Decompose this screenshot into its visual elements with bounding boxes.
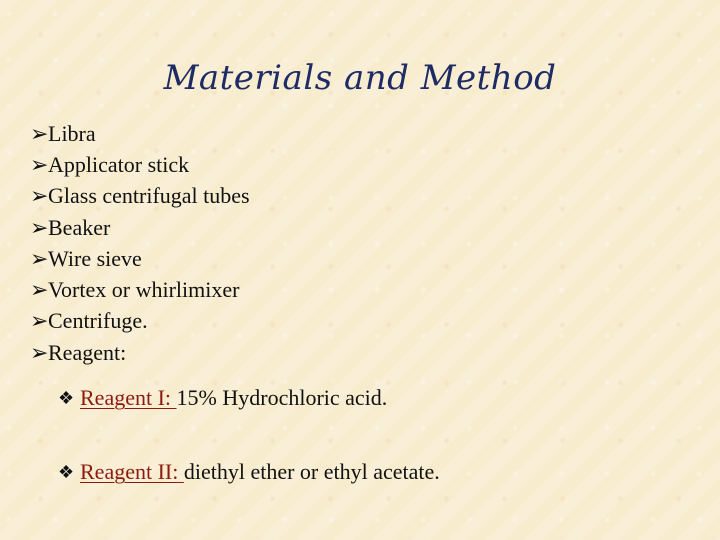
diamond-bullet-icon: ❖	[58, 388, 75, 408]
list-item	[30, 149, 250, 180]
reagent-list	[58, 382, 440, 530]
list-item-text: Beaker	[48, 214, 111, 240]
list-item-text: Centrifuge.	[48, 308, 148, 334]
list-item	[30, 118, 250, 149]
list-item-text: Reagent:	[48, 339, 127, 365]
reagent-text: diethyl ether or ethyl acetate.	[183, 459, 440, 484]
arrow-bullet-icon: ➢	[30, 214, 49, 240]
list-item	[30, 337, 250, 368]
list-item	[30, 243, 250, 274]
arrow-bullet-icon: ➢	[30, 277, 49, 303]
arrow-bullet-icon: ➢	[30, 120, 49, 146]
arrow-bullet-icon: ➢	[30, 308, 49, 334]
reagent-item	[58, 456, 440, 488]
list-item-text: Applicator stick	[48, 151, 190, 177]
list-item-text: Vortex or whirlimixer	[48, 277, 240, 303]
slide-title: Materials and Method	[163, 58, 557, 98]
list-item-text: Libra	[48, 120, 96, 146]
reagent-label: Reagent I:	[80, 385, 177, 410]
list-item	[30, 212, 250, 243]
arrow-bullet-icon: ➢	[30, 183, 49, 209]
list-item	[30, 181, 250, 212]
reagent-text: 15% Hydrochloric acid.	[176, 385, 388, 410]
arrow-bullet-icon: ➢	[30, 339, 49, 365]
list-item-text: Glass centrifugal tubes	[48, 183, 250, 209]
reagent-label: Reagent II:	[80, 459, 184, 484]
arrow-bullet-icon: ➢	[30, 245, 49, 271]
list-item	[30, 274, 250, 305]
materials-list	[30, 118, 250, 368]
reagent-item	[58, 382, 440, 414]
list-item-text: Wire sieve	[48, 245, 142, 271]
arrow-bullet-icon: ➢	[30, 151, 49, 177]
diamond-bullet-icon: ❖	[58, 462, 75, 482]
list-item	[30, 306, 250, 337]
